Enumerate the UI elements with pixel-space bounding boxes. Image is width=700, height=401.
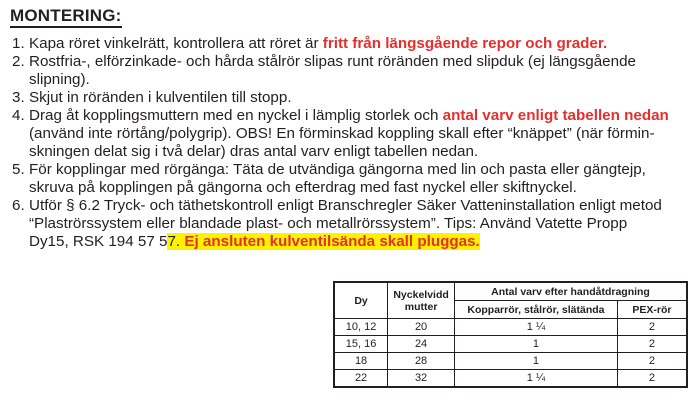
step-number: 1.: [12, 35, 25, 52]
step-warning-text: fritt från längsgående repor och grader.: [322, 35, 608, 52]
step-text-line-2: skruva på kopplingen på gängorna och efterdrag med fast nyckel eller skiftnyckel.: [29, 179, 577, 196]
cell-copper: 1: [455, 336, 618, 353]
table-row: [334, 336, 687, 353]
cell-nyckelvidd: 28: [388, 353, 455, 370]
header-pex: PEX-rör: [617, 301, 687, 319]
instruction-step-1: [12, 35, 696, 53]
cell-nyckelvidd: 32: [388, 370, 455, 388]
highlighted-warning-text: Ej ansluten kulventilsända skall pluggas.: [180, 233, 480, 250]
step-text-line-1: Rostfria-, elförzinkade- och hårda stålrör slipas runt röränden med slipduk (ej längsgående: [29, 53, 636, 70]
step-number: 5.: [12, 161, 25, 178]
cell-dy: 18: [334, 353, 388, 370]
cell-dy: 10, 12: [334, 319, 388, 336]
cell-pex: 2: [617, 319, 687, 336]
cell-copper: 1 ¼: [455, 370, 618, 388]
step-text-line-2: slipning).: [29, 71, 90, 88]
instruction-step-4: [12, 107, 696, 161]
header-dy: Dy: [334, 282, 388, 319]
step-text-line-3: Dy15, RSK 194 57 5: [29, 233, 168, 250]
header-kopparror: Kopparrör, stålrör, slätända: [455, 301, 618, 319]
step-number: 6.: [12, 197, 25, 214]
step-number: 3.: [12, 89, 25, 106]
cell-dy: 15, 16: [334, 336, 388, 353]
header-nyckelvidd: [388, 282, 455, 319]
header-antal-varv: Antal varv efter handåtdragning: [455, 282, 687, 301]
cell-nyckelvidd: 20: [388, 319, 455, 336]
cell-dy: 22: [334, 370, 388, 388]
cell-pex: 2: [617, 353, 687, 370]
step-text: Skjut in röränden i kulventilen till stopp.: [29, 89, 292, 106]
header-nyckelvidd-line-2: mutter: [404, 300, 438, 313]
cell-pex: 2: [617, 370, 687, 388]
step-text: Kapa röret vinkelrätt, kontrollera att röret är: [29, 35, 323, 52]
instruction-step-2: [12, 53, 696, 89]
table-row: [334, 353, 687, 370]
instruction-list: [12, 35, 696, 251]
section-heading: MONTERING:: [10, 6, 122, 28]
step-text-line-1: Utför § 6.2 Tryck- och täthetskontroll enligt Branschregler Säker Vatteninstallation enligt metod: [29, 197, 662, 214]
instruction-step-6: [12, 197, 696, 251]
step-text: Drag åt kopplingsmuttern med en nyckel i lämplig storlek och: [29, 107, 443, 124]
step-text-line-2: (använd inte rörtång/polygrip). OBS! En förminskad koppling skall efter “knäppet” (när förmin-: [29, 125, 655, 142]
step-number: 2.: [12, 53, 25, 70]
cell-copper: 1: [455, 353, 618, 370]
step-text-line-1: För kopplingar med rörgänga: Täta de utvändiga gängorna med lin och pasta eller gängtejp,: [29, 161, 646, 178]
step-warning-text: antal varv enligt tabellen nedan: [442, 107, 669, 124]
highlighted-text: 7.: [167, 233, 181, 250]
cell-pex: 2: [617, 336, 687, 353]
table-row: [334, 319, 687, 336]
step-number: 4.: [12, 107, 25, 124]
tightening-table: [333, 281, 688, 388]
step-text-line-2: “Plaströrssystem eller blandade plast- och metallrörssystem”. Tips: Använd Vatette Propp: [29, 215, 628, 232]
step-text-line-3: skningen delat sig i två delar) dras antal varv enligt tabellen nedan.: [29, 143, 479, 160]
instruction-step-3: [12, 89, 696, 107]
cell-nyckelvidd: 24: [388, 336, 455, 353]
instruction-step-5: [12, 161, 696, 197]
table-row: [334, 370, 687, 388]
header-nyckelvidd-line-1: Nyckelvidd: [393, 288, 449, 301]
cell-copper: 1 ¼: [455, 319, 618, 336]
